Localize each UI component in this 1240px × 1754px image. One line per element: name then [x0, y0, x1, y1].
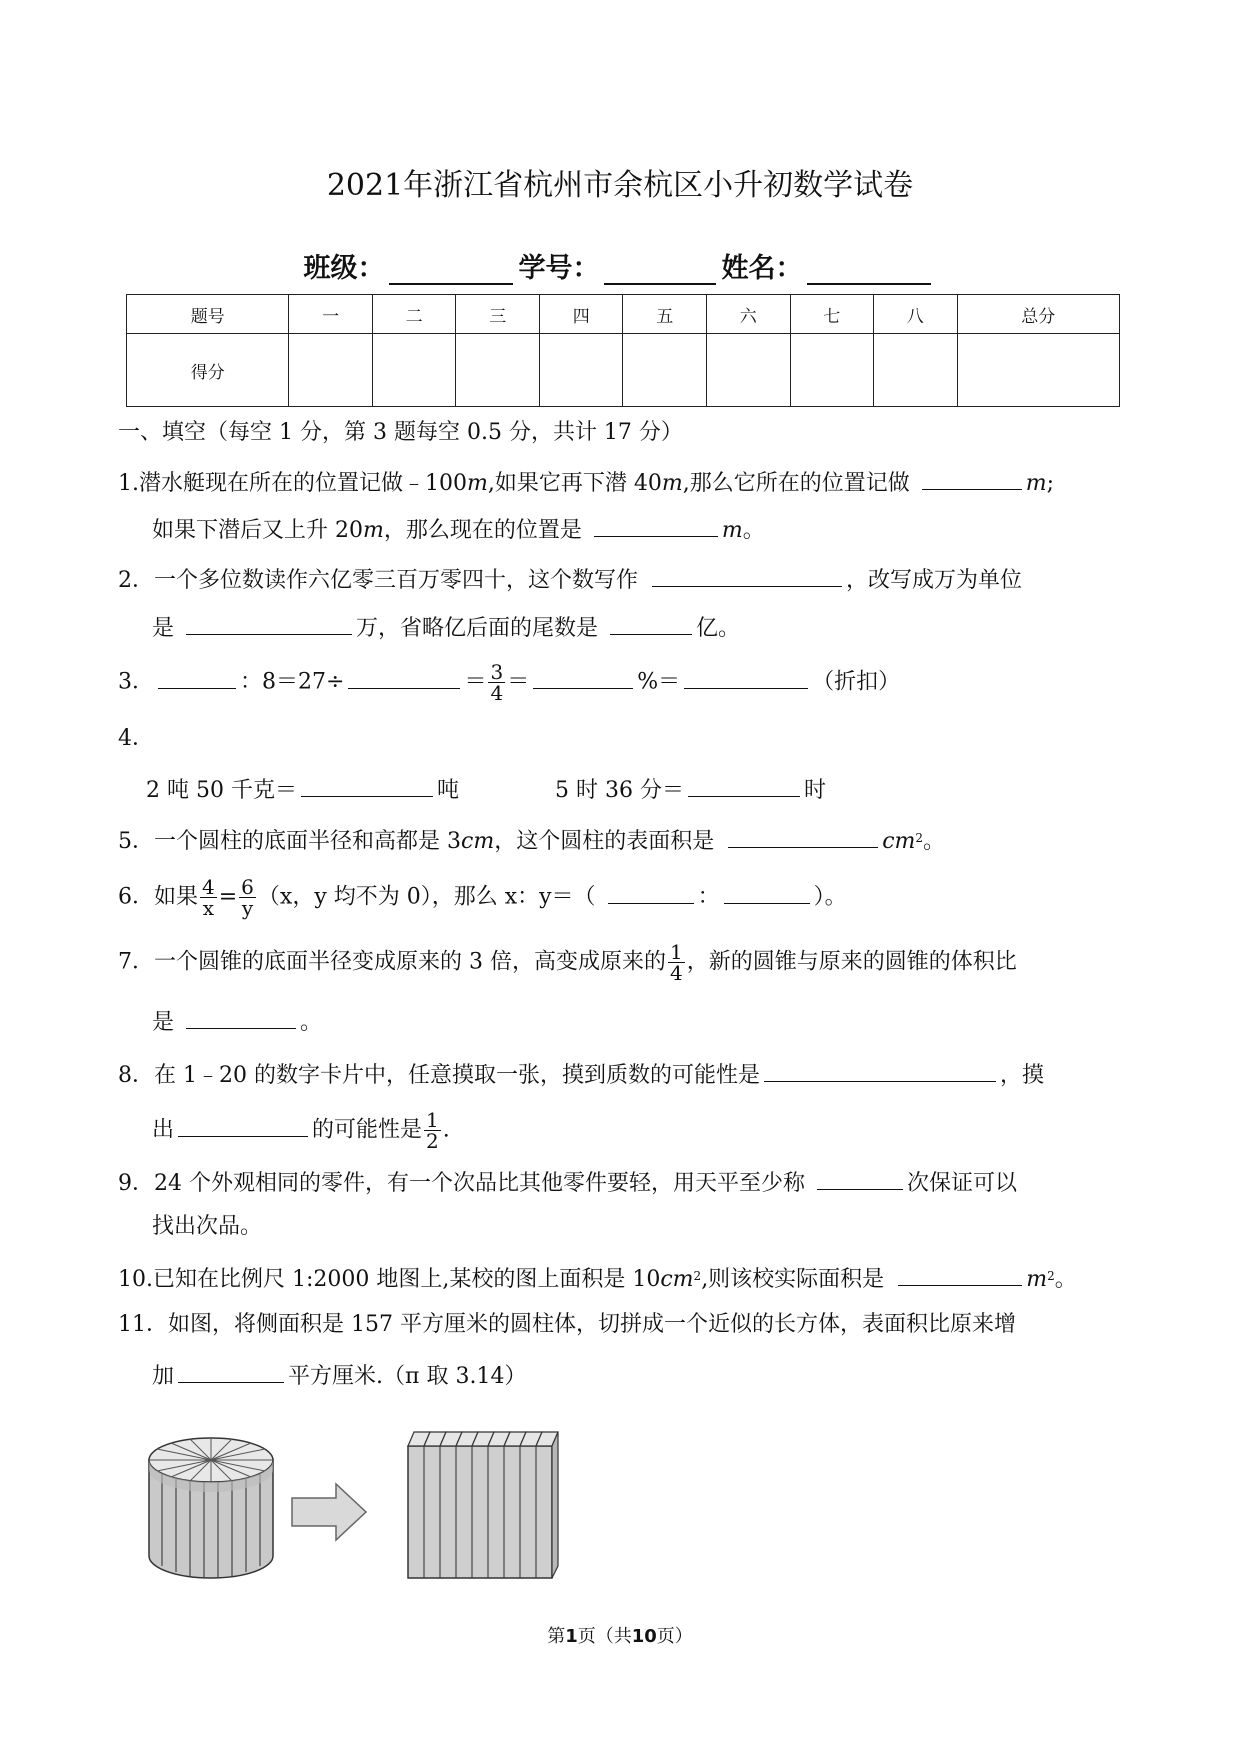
answer-blank[interactable]	[764, 1057, 996, 1082]
student-id-blank[interactable]	[604, 255, 716, 285]
answer-blank[interactable]	[898, 1261, 1022, 1286]
score-header-cell: 总分	[957, 295, 1119, 334]
answer-blank[interactable]	[684, 664, 808, 689]
score-cell[interactable]	[790, 334, 874, 407]
score-cell[interactable]	[623, 334, 707, 407]
answer-blank[interactable]	[608, 879, 694, 904]
fraction: $\frac{4}{x}$	[202, 875, 215, 920]
answer-blank[interactable]	[610, 610, 692, 635]
question-11-line-1: 11．如图，将侧面积是 157 平方厘米的圆柱体，切拼成一个近似的长方体，表面积比原来增	[118, 1312, 1016, 1337]
fraction: $\frac{1}{4}$	[669, 940, 683, 985]
score-row-label: 得分	[127, 334, 289, 407]
cylinder-to-cuboid-figure	[140, 1418, 600, 1588]
fraction: $\frac{1}{2}$	[426, 1108, 439, 1153]
score-header-cell: 题号	[127, 295, 289, 334]
class-label: 班级：	[303, 253, 385, 284]
page-footer: 第1页（共10页）	[547, 1626, 693, 1647]
answer-blank[interactable]	[186, 610, 352, 635]
question-5: 5．一个圆柱的底面半径和高都是 3cm，这个圆柱的表面积是 $cm^2$。	[118, 823, 945, 857]
score-cell[interactable]	[957, 334, 1119, 407]
score-cell[interactable]	[874, 334, 958, 407]
score-table-score-row	[127, 334, 1120, 407]
answer-blank[interactable]	[652, 562, 842, 587]
answer-blank[interactable]	[186, 1004, 296, 1029]
name-blank[interactable]	[807, 255, 931, 285]
answer-blank[interactable]	[178, 1358, 284, 1383]
question-8-line-2: 出 的可能性是 $\frac{1}{2}$ .	[152, 1108, 450, 1153]
score-header-cell: 二	[372, 295, 456, 334]
question-2-line-1: 2．一个多位数读作六亿零三百万零四十，这个数写作 ，改写成万为单位	[118, 562, 1022, 596]
cuboid-figure	[408, 1432, 558, 1578]
answer-blank[interactable]	[594, 512, 718, 537]
score-header-cell: 一	[289, 295, 373, 334]
fraction: $\frac{6}{y}$	[241, 875, 254, 920]
score-cell[interactable]	[372, 334, 456, 407]
score-header-cell: 七	[790, 295, 874, 334]
score-cell[interactable]	[456, 334, 540, 407]
question-3: 3． ：8＝27÷ ＝ $\frac{3}{4}$ ＝ %＝ （折扣）	[118, 660, 901, 705]
arrow-right-icon	[292, 1484, 366, 1540]
page-number: 1	[565, 1626, 578, 1647]
class-blank[interactable]	[389, 255, 513, 285]
cylinder-figure	[149, 1438, 273, 1578]
score-header-cell: 六	[706, 295, 790, 334]
score-cell[interactable]	[706, 334, 790, 407]
score-cell[interactable]	[289, 334, 373, 407]
answer-blank[interactable]	[728, 823, 878, 848]
answer-blank[interactable]	[724, 879, 810, 904]
section-heading: 一、填空（每空 1 分，第 3 题每空 0.5 分，共计 17 分）	[118, 420, 683, 445]
answer-blank[interactable]	[178, 1112, 308, 1137]
question-9-line-1: 9．24 个外观相同的零件，有一个次品比其他零件要轻，用天平至少称 次保证可以	[118, 1165, 1017, 1199]
score-header-cell: 三	[456, 295, 540, 334]
answer-blank[interactable]	[922, 465, 1022, 490]
total-pages: 10	[631, 1626, 657, 1647]
question-7-line-1: 7．一个圆锥的底面半径变成原来的 3 倍，高变成原来的 $\frac{1}{4}$ ，新的圆锥与原来的圆锥的体积比	[118, 940, 1017, 985]
score-header-cell: 八	[874, 295, 958, 334]
question-4: 2 吨 50 千克＝ 吨 5 时 36 分＝ 时	[146, 772, 826, 806]
question-1-line-1: 1.潜水艇现在所在的位置记做﹣100m,如果它再下潜 40m,那么它所在的位置记做 m;	[118, 465, 1054, 499]
answer-blank[interactable]	[688, 772, 800, 797]
question-6: 6．如果 $\frac{4}{x}$ = $\frac{6}{y}$ （x，y 均不为 0），那么 x：y＝（ ： ）。	[118, 875, 847, 920]
question-10: 10.已知在比例尺 1:2000 地图上,某校的图上面积是 $10cm^2$,则该校实际面积是 $m^2$。	[118, 1261, 1077, 1295]
page-title: 2021年浙江省杭州市余杭区小升初数学试卷	[326, 168, 914, 203]
score-header-cell: 五	[623, 295, 707, 334]
answer-blank[interactable]	[301, 772, 433, 797]
name-label: 姓名：	[721, 253, 803, 284]
question-7-line-2: 是 。	[152, 1004, 322, 1038]
question-1-line-2: 如果下潜后又上升 20m，那么现在的位置是 m。	[152, 512, 765, 546]
score-table	[126, 294, 1120, 407]
student-id-label: 学号：	[518, 253, 600, 284]
answer-blank[interactable]	[348, 664, 460, 689]
question-2-line-2: 是 万，省略亿后面的尾数是 亿。	[152, 610, 740, 644]
answer-blank[interactable]	[158, 664, 236, 689]
question-11-line-2: 加 平方厘米.（π 取 3.14）	[152, 1358, 526, 1392]
question-9-line-2: 找出次品。	[152, 1214, 263, 1239]
score-table-header-row	[127, 295, 1120, 334]
fraction: $\frac{3}{4}$	[490, 660, 504, 705]
score-header-cell: 四	[539, 295, 623, 334]
answer-blank[interactable]	[533, 664, 633, 689]
question-4-number: 4．	[118, 726, 154, 751]
answer-blank[interactable]	[817, 1165, 903, 1190]
question-8-line-1: 8．在 1﹣20 的数字卡片中，任意摸取一张，摸到质数的可能性是 ，摸	[118, 1057, 1044, 1091]
score-cell[interactable]	[539, 334, 623, 407]
student-info-line	[0, 246, 1240, 285]
